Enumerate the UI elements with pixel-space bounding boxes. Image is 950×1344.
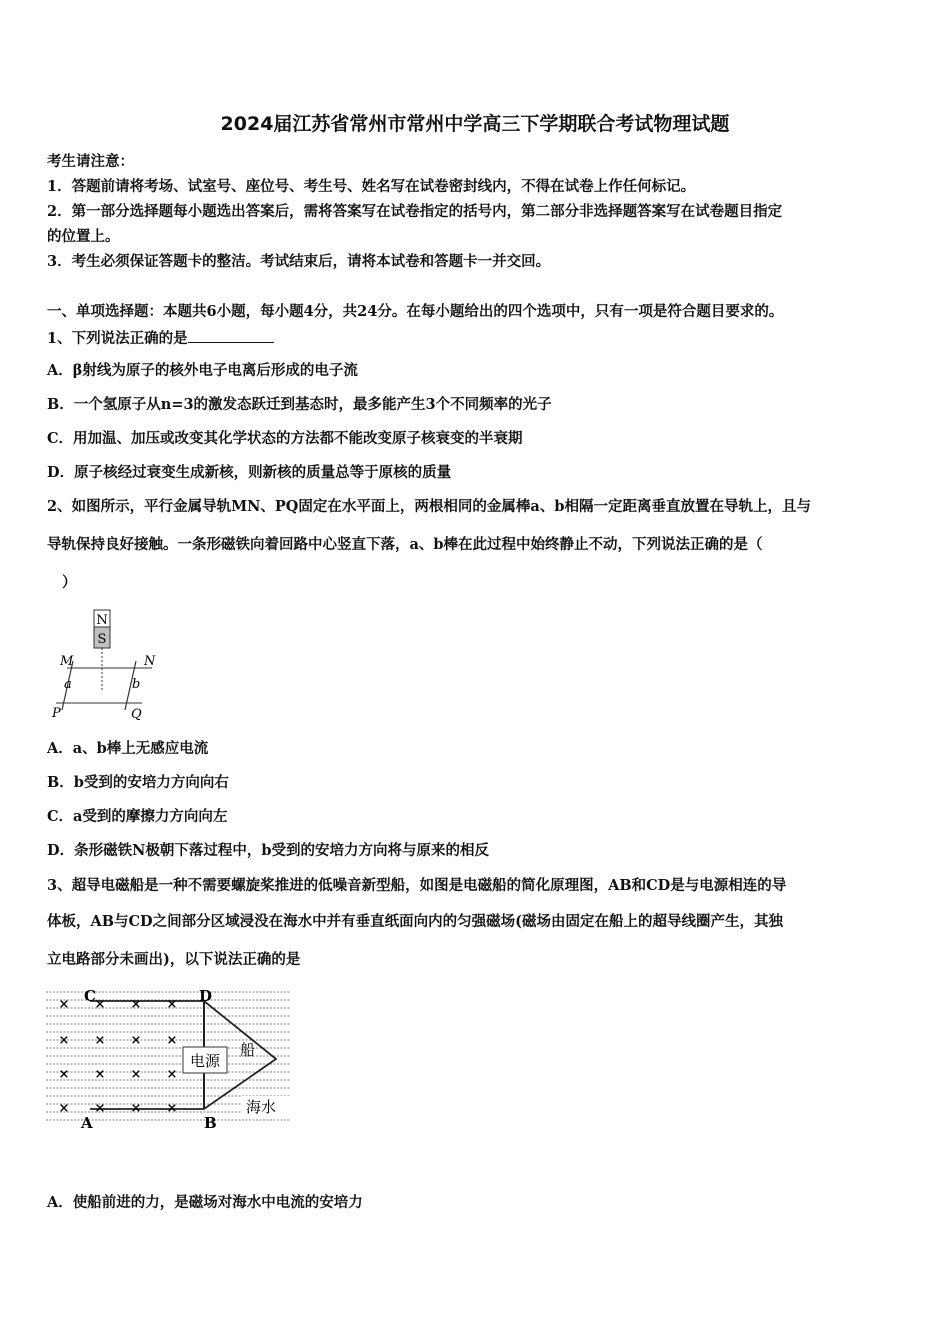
svg-text:×: ×	[166, 1067, 178, 1082]
svg-text:×: ×	[130, 1033, 142, 1048]
svg-text:×: ×	[94, 1101, 106, 1116]
magnetic-field-crosses	[59, 997, 178, 1116]
q3-figure	[44, 986, 294, 1132]
q2-figure	[48, 604, 163, 722]
notice-item-3: 3．考生必须保证答题卡的整洁。考试结束后，请将本试卷和答题卡一并交回。	[47, 253, 551, 270]
svg-text:×: ×	[58, 1101, 70, 1116]
magnet-n-label: N	[96, 613, 108, 628]
svg-text:×: ×	[58, 1067, 70, 1082]
magnet-s-label: S	[97, 632, 107, 647]
q1-option-c: C．用加温、加压或改变其化学状态的方法都不能改变原子核衰变的半衰期	[47, 430, 523, 447]
q2-stem-line1: 2、如图所示，平行金属导轨MN、PQ固定在水平面上，两根相同的金属棒a、b相隔一定距离垂直放置在导轨上，且与	[47, 498, 811, 515]
q2-option-b: B．b受到的安培力方向向右	[47, 774, 229, 791]
svg-text:×: ×	[94, 997, 106, 1012]
q1-stem	[47, 328, 274, 348]
svg-text:×: ×	[94, 1033, 106, 1048]
q1-option-b: B．一个氢原子从n=3的激发态跃迁到基态时，最多能产生3个不同频率的光子	[47, 396, 552, 413]
svg-text:×: ×	[130, 1067, 142, 1082]
svg-text:×: ×	[166, 997, 178, 1012]
svg-text:×: ×	[58, 1033, 70, 1048]
q3-stem-line1: 3、超导电磁船是一种不需要螺旋桨推进的低噪音新型船，如图是电磁船的简化原理图，AB和CD是与电源相连的导	[47, 877, 787, 894]
svg-text:×: ×	[166, 1033, 178, 1048]
notice-heading: 考生请注意：	[47, 153, 134, 170]
q3-stem-line2: 体板，AB与CD之间部分区域浸没在海水中并有垂直纸面向内的匀强磁场(磁场由固定在船上的超导线圈产生，其独	[47, 913, 783, 930]
q3-stem-line3: 立电路部分未画出)，以下说法正确的是	[47, 951, 301, 968]
sea-label: 海水	[246, 1098, 277, 1116]
page-title: 2024届江苏省常州市常州中学高三下学期联合考试物理试题	[220, 113, 730, 135]
label-b: b	[132, 677, 141, 692]
notice-item-1: 1．答题前请将考场、试室号、座位号、考生号、姓名写在试卷密封线内，不得在试卷上作任何标记。	[47, 178, 696, 195]
label-c: C	[84, 987, 96, 1005]
q2-option-a: A．a、b棒上无感应电流	[47, 740, 209, 757]
notice-item-2: 2．第一部分选择题每小题选出答案后，需将答案写在试卷指定的括号内，第二部分非选择题答案写在试卷题目指定	[47, 203, 783, 220]
q1-option-a: A．β射线为原子的核外电子电离后形成的电子流	[47, 362, 358, 379]
answer-blank	[188, 328, 274, 343]
q2-option-d: D．条形磁铁N极朝下落过程中，b受到的安培力方向将与原来的相反	[47, 842, 489, 859]
svg-text:×: ×	[94, 1067, 106, 1082]
svg-text:×: ×	[130, 1101, 142, 1116]
q2-stem-line3: ）	[62, 574, 77, 591]
label-m: M	[60, 654, 74, 669]
q1-option-d: D．原子核经过衰变生成新核，则新核的质量总等于原核的质量	[47, 464, 452, 481]
label-p: P	[52, 706, 61, 721]
svg-text:×: ×	[58, 997, 70, 1012]
q2-option-c: C．a受到的摩擦力方向向左	[47, 808, 228, 825]
ship-label: 船	[240, 1041, 256, 1059]
svg-text:×: ×	[166, 1101, 178, 1116]
notice-item-2-cont: 的位置上。	[47, 228, 120, 245]
section-heading: 一、单项选择题：本题共6小题，每小题4分，共24分。在每小题给出的四个选项中，只有一项是符合题目要求的。	[47, 303, 784, 320]
q1-stem-text: 1、下列说法正确的是	[47, 330, 188, 347]
label-a: A	[81, 1114, 93, 1132]
label-d: D	[199, 987, 213, 1005]
label-q: Q	[131, 707, 142, 722]
power-source-label: 电源	[189, 1052, 221, 1070]
svg-text:×: ×	[130, 997, 142, 1012]
label-a: a	[64, 677, 72, 692]
q3-option-a: A．使船前进的力，是磁场对海水中电流的安培力	[47, 1194, 363, 1211]
q2-stem-line2: 导轨保持良好接触。一条形磁铁向着回路中心竖直下落，a、b棒在此过程中始终静止不动，下列说法正确的是（	[47, 536, 763, 553]
label-n: N	[144, 654, 156, 669]
label-b: B	[204, 1114, 217, 1132]
